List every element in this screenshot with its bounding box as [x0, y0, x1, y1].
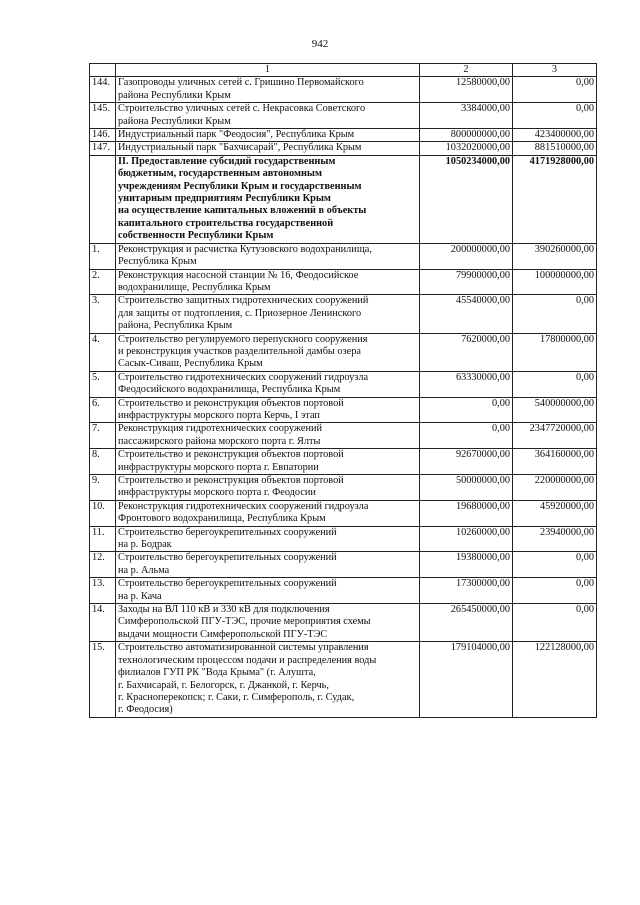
- row-number-cell: 7.: [90, 423, 116, 449]
- table-row: [90, 423, 597, 449]
- row-value-col2-cell: 19380000,00: [420, 552, 513, 578]
- row-value-col3-cell: 881510000,00: [513, 142, 597, 155]
- row-number-cell: 5.: [90, 371, 116, 397]
- row-value-col3-cell: 390260000,00: [513, 243, 597, 269]
- page-number: 942: [311, 38, 329, 50]
- header-cell-description: 1: [116, 64, 420, 77]
- row-description-cell: Газопроводы уличных сетей с. Гришино Первомайского района Республики Крым: [116, 77, 420, 103]
- row-description-cell: Строительство защитных гидротехнических сооружений для защиты от подтопления, с. Приозерное Ленинского района, Республика Крым: [116, 295, 420, 333]
- row-description-cell: Строительство регулируемого перепускного сооружения и реконструкция участков разделительной дамбы озера Сасык-Сиваш, Республика Крым: [116, 333, 420, 371]
- table-row: [90, 642, 597, 717]
- table-row: [90, 77, 597, 103]
- table-row: [90, 103, 597, 129]
- row-number-cell: 146.: [90, 129, 116, 142]
- table-row: [90, 526, 597, 552]
- row-number-cell: 147.: [90, 142, 116, 155]
- row-description-cell: Строительство берегоукрепительных сооружений на р. Бодрак: [116, 526, 420, 552]
- row-value-col3-cell: 23940000,00: [513, 526, 597, 552]
- row-number-cell: 1.: [90, 243, 116, 269]
- row-value-col2-cell: 92670000,00: [420, 449, 513, 475]
- row-value-col2-cell: 800000000,00: [420, 129, 513, 142]
- table-row: [90, 552, 597, 578]
- row-value-col3-cell: 45920000,00: [513, 500, 597, 526]
- row-description-cell: Строительство уличных сетей с. Некрасовка Советского района Республики Крым: [116, 103, 420, 129]
- row-value-col2-cell: 0,00: [420, 397, 513, 423]
- row-value-col3-cell: 220000000,00: [513, 475, 597, 501]
- row-number-cell: 12.: [90, 552, 116, 578]
- row-description-cell: Строительство и реконструкция объектов портовой инфраструктуры морского порта г. Феодосии: [116, 475, 420, 501]
- row-number-cell: 10.: [90, 500, 116, 526]
- row-description-cell: Реконструкция и расчистка Кутузовского водохранилища, Республика Крым: [116, 243, 420, 269]
- table-row: [90, 500, 597, 526]
- row-description-cell: Реконструкция насосной станции № 16, Феодосийское водохранилище, Республика Крым: [116, 269, 420, 295]
- row-value-col3-cell: 0,00: [513, 371, 597, 397]
- row-value-col2-cell: 200000000,00: [420, 243, 513, 269]
- row-value-col3-cell: 122128000,00: [513, 642, 597, 717]
- row-number-cell: 8.: [90, 449, 116, 475]
- row-value-col2-cell: 1032020000,00: [420, 142, 513, 155]
- row-value-col3-cell: 423400000,00: [513, 129, 597, 142]
- row-number-cell: 6.: [90, 397, 116, 423]
- row-value-col2-cell: 79900000,00: [420, 269, 513, 295]
- header-cell-col2: 2: [420, 64, 513, 77]
- table-row: [90, 578, 597, 604]
- table-row: [90, 475, 597, 501]
- row-number-cell: 145.: [90, 103, 116, 129]
- row-description-cell: Индустриальный парк "Бахчисарай", Республика Крым: [116, 142, 420, 155]
- row-value-col2-cell: 179104000,00: [420, 642, 513, 717]
- row-number-cell: 13.: [90, 578, 116, 604]
- table-row: [90, 142, 597, 155]
- table-row: [90, 604, 597, 642]
- table-header-row: [90, 64, 597, 77]
- row-value-col2-cell: 45540000,00: [420, 295, 513, 333]
- row-value-col3-cell: 0,00: [513, 604, 597, 642]
- row-value-col3-cell: 0,00: [513, 552, 597, 578]
- row-description-cell: Строительство автоматизированной системы управления технологическим процессом подачи и распределения воды филиалов ГУП РК "Вода Крыма" (г. Алушта, г. Бахчисарай, г. Белогорск, г. Джанкой, г. Керчь, г. Красноперекопск; г. Саки, г. Симферополь, г. Судак, г. Феодосия): [116, 642, 420, 717]
- row-description-cell: Строительство и реконструкция объектов портовой инфраструктуры морского порта г. Евпатории: [116, 449, 420, 475]
- section-row: [90, 155, 597, 243]
- row-value-col3-cell: 2347720000,00: [513, 423, 597, 449]
- row-description-cell: Реконструкция гидротехнических сооружений гидроузла Фронтового водохранилища, Республика Крым: [116, 500, 420, 526]
- row-value-col3-cell: 17800000,00: [513, 333, 597, 371]
- row-value-col3-cell: 364160000,00: [513, 449, 597, 475]
- budget-table: [89, 63, 597, 718]
- row-value-col3-cell: 540000000,00: [513, 397, 597, 423]
- row-description-cell: Индустриальный парк "Феодосия", Республика Крым: [116, 129, 420, 142]
- row-value-col2-cell: 50000000,00: [420, 475, 513, 501]
- row-value-col2-cell: 12580000,00: [420, 77, 513, 103]
- row-value-col2-cell: 265450000,00: [420, 604, 513, 642]
- row-value-col3-cell: 0,00: [513, 295, 597, 333]
- table-row: [90, 269, 597, 295]
- header-cell-number: [90, 64, 116, 77]
- row-number-cell: 11.: [90, 526, 116, 552]
- row-number-cell: 4.: [90, 333, 116, 371]
- row-number-cell: 15.: [90, 642, 116, 717]
- row-value-col3-cell: 0,00: [513, 77, 597, 103]
- row-value-col3-cell: 100000000,00: [513, 269, 597, 295]
- row-value-col3-cell: 0,00: [513, 103, 597, 129]
- row-value-col2-cell: 17300000,00: [420, 578, 513, 604]
- row-description-cell: Строительство и реконструкция объектов портовой инфраструктуры морского порта Керчь, I этап: [116, 397, 420, 423]
- row-number-cell: [90, 155, 116, 243]
- row-value-col2-cell: 19680000,00: [420, 500, 513, 526]
- row-description-cell: Строительство берегоукрепительных сооружений на р. Кача: [116, 578, 420, 604]
- row-description-cell: II. Предоставление субсидий государственным бюджетным, государственным автономным учреждениям Республики Крым и государственным унитарным предприятиям Республики Крым на осуществление капитальных вложений в объекты капитального строительства государственной собственности Республики Крым: [116, 155, 420, 243]
- table-row: [90, 449, 597, 475]
- row-description-cell: Реконструкция гидротехнических сооружений пассажирского района морского порта г. Ялты: [116, 423, 420, 449]
- row-number-cell: 144.: [90, 77, 116, 103]
- table-row: [90, 371, 597, 397]
- row-description-cell: Строительство берегоукрепительных сооружений на р. Альма: [116, 552, 420, 578]
- row-value-col2-cell: 3384000,00: [420, 103, 513, 129]
- row-value-col2-cell: 0,00: [420, 423, 513, 449]
- table-row: [90, 397, 597, 423]
- row-description-cell: Заходы на ВЛ 110 кВ и 330 кВ для подключения Симферопольской ПГУ-ТЭС, прочие мероприятия схемы выдачи мощности Симферопольской ПГУ-ТЭС: [116, 604, 420, 642]
- row-number-cell: 2.: [90, 269, 116, 295]
- row-value-col2-cell: 7620000,00: [420, 333, 513, 371]
- row-value-col2-cell: 63330000,00: [420, 371, 513, 397]
- row-number-cell: 9.: [90, 475, 116, 501]
- row-number-cell: 3.: [90, 295, 116, 333]
- header-cell-col3: 3: [513, 64, 597, 77]
- row-value-col3-cell: 4171928000,00: [513, 155, 597, 243]
- row-value-col2-cell: 1050234000,00: [420, 155, 513, 243]
- table-row: [90, 129, 597, 142]
- row-value-col3-cell: 0,00: [513, 578, 597, 604]
- table-row: [90, 295, 597, 333]
- table-row: [90, 333, 597, 371]
- row-description-cell: Строительство гидротехнических сооружений гидроузла Феодосийского водохранилища, Республика Крым: [116, 371, 420, 397]
- table-row: [90, 243, 597, 269]
- row-value-col2-cell: 10260000,00: [420, 526, 513, 552]
- row-number-cell: 14.: [90, 604, 116, 642]
